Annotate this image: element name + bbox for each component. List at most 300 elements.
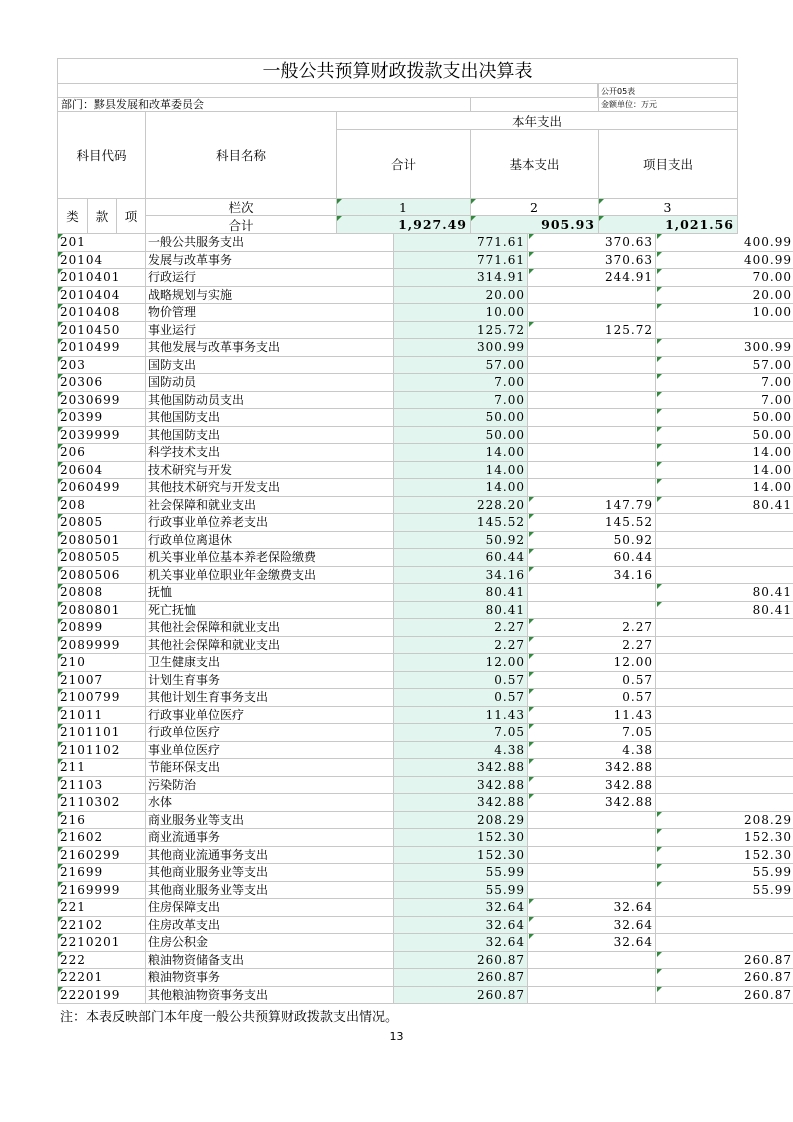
- table-row: [57, 882, 792, 900]
- row-total: 11.43: [394, 707, 528, 725]
- row-project: [656, 532, 793, 550]
- row-basic: [528, 864, 656, 882]
- class-header: 类: [57, 198, 88, 234]
- row-total: 7.05: [394, 724, 528, 742]
- row-name: 物价管理: [146, 304, 394, 322]
- row-code: 2220199: [57, 987, 146, 1005]
- row-total: 12.00: [394, 654, 528, 672]
- row-name: 其他国防动员支出: [146, 392, 394, 410]
- table-row: [57, 637, 737, 655]
- row-project: 20.00: [656, 287, 793, 305]
- row-total: 7.00: [394, 392, 528, 410]
- row-code: 2039999: [57, 427, 146, 445]
- row-basic: 4.38: [528, 742, 656, 760]
- row-basic: [528, 882, 656, 900]
- row-project: [656, 689, 793, 707]
- table-row: [57, 339, 792, 357]
- row-project: 10.00: [656, 304, 793, 322]
- row-name: 技术研究与开发: [146, 462, 394, 480]
- table-row: [57, 794, 737, 812]
- row-basic: [528, 444, 656, 462]
- table-row: [57, 707, 737, 725]
- blank-meta-cell-3: [470, 97, 599, 112]
- row-code: 210: [57, 654, 146, 672]
- row-basic: [528, 829, 656, 847]
- row-basic: [528, 812, 656, 830]
- row-basic: 60.44: [528, 549, 656, 567]
- row-project: [656, 322, 793, 340]
- total-row-project-value: 1,021.56: [665, 217, 734, 232]
- row-basic: 11.43: [528, 707, 656, 725]
- column-no-label: 栏次: [145, 198, 337, 216]
- row-basic: [528, 409, 656, 427]
- table-row: [57, 532, 737, 550]
- row-total: 260.87: [394, 987, 528, 1005]
- row-code: 21699: [57, 864, 146, 882]
- expenditure-table: [57, 234, 792, 1004]
- row-name: 节能环保支出: [146, 759, 394, 777]
- row-total: 14.00: [394, 444, 528, 462]
- row-basic: [528, 339, 656, 357]
- row-total: 260.87: [394, 952, 528, 970]
- row-code: 2080501: [57, 532, 146, 550]
- table-row: [57, 829, 792, 847]
- row-total: 60.44: [394, 549, 528, 567]
- row-total: 228.20: [394, 497, 528, 515]
- row-project: 7.00: [656, 392, 793, 410]
- row-code: 22102: [57, 917, 146, 935]
- row-basic: [528, 287, 656, 305]
- row-basic: 7.05: [528, 724, 656, 742]
- row-basic: 145.52: [528, 514, 656, 532]
- row-basic: [528, 462, 656, 480]
- table-row: [57, 759, 737, 777]
- row-total: 14.00: [394, 462, 528, 480]
- total-row-total: [336, 215, 471, 234]
- row-project: 260.87: [656, 952, 793, 970]
- total-header: 合计: [336, 129, 471, 199]
- row-code: 2010404: [57, 287, 146, 305]
- table-row: [57, 444, 792, 462]
- row-project: [656, 742, 793, 760]
- table-row: [57, 864, 792, 882]
- row-total: 152.30: [394, 847, 528, 865]
- row-name: 行政事业单位医疗: [146, 707, 394, 725]
- row-project: 50.00: [656, 427, 793, 445]
- row-basic: [528, 479, 656, 497]
- row-name: 机关事业单位基本养老保险缴费: [146, 549, 394, 567]
- table-row: [57, 514, 737, 532]
- row-total: 7.00: [394, 374, 528, 392]
- table-number: 公开05表: [601, 87, 636, 96]
- row-name: 住房保障支出: [146, 899, 394, 917]
- row-basic: [528, 392, 656, 410]
- row-code: 21602: [57, 829, 146, 847]
- row-name: 抚恤: [146, 584, 394, 602]
- row-code: 2210201: [57, 934, 146, 952]
- row-project: 55.99: [656, 864, 793, 882]
- row-code: 20306: [57, 374, 146, 392]
- row-name: 国防动员: [146, 374, 394, 392]
- row-code: 201: [57, 234, 146, 252]
- row-basic: [528, 374, 656, 392]
- row-basic: 342.88: [528, 759, 656, 777]
- table-row: [57, 899, 737, 917]
- row-project: 14.00: [656, 462, 793, 480]
- row-code: 20805: [57, 514, 146, 532]
- row-project: 80.41: [656, 584, 793, 602]
- row-basic: 125.72: [528, 322, 656, 340]
- row-name: 事业运行: [146, 322, 394, 340]
- row-project: [656, 777, 793, 795]
- row-total: 55.99: [394, 882, 528, 900]
- table-row: [57, 672, 737, 690]
- row-project: [656, 619, 793, 637]
- row-name: 其他商业服务业等支出: [146, 882, 394, 900]
- row-name: 战略规划与实施: [146, 287, 394, 305]
- row-basic: 34.16: [528, 567, 656, 585]
- row-total: 80.41: [394, 584, 528, 602]
- row-code: 2010401: [57, 269, 146, 287]
- row-name: 卫生健康支出: [146, 654, 394, 672]
- row-name: 住房公积金: [146, 934, 394, 952]
- row-basic: [528, 969, 656, 987]
- row-name: 行政运行: [146, 269, 394, 287]
- row-name: 事业单位医疗: [146, 742, 394, 760]
- row-total: 152.30: [394, 829, 528, 847]
- row-total: 2.27: [394, 637, 528, 655]
- row-name: 其他社会保障和就业支出: [146, 619, 394, 637]
- department-cell: [57, 97, 471, 112]
- row-name: 其他发展与改革事务支出: [146, 339, 394, 357]
- total-row-label: 合计: [145, 215, 337, 234]
- row-total: 14.00: [394, 479, 528, 497]
- row-project: 80.41: [656, 497, 793, 515]
- row-code: 2100799: [57, 689, 146, 707]
- row-basic: 2.27: [528, 619, 656, 637]
- cell-flag: [471, 216, 476, 221]
- row-name: 其他技术研究与开发支出: [146, 479, 394, 497]
- row-basic: [528, 304, 656, 322]
- row-basic: [528, 952, 656, 970]
- table-row: [57, 304, 792, 322]
- row-code: 20899: [57, 619, 146, 637]
- row-code: 2169999: [57, 882, 146, 900]
- row-name: 其他商业服务业等支出: [146, 864, 394, 882]
- row-code: 2080506: [57, 567, 146, 585]
- row-basic: 32.64: [528, 899, 656, 917]
- total-row-basic: [470, 215, 599, 234]
- row-total: 4.38: [394, 742, 528, 760]
- table-row: [57, 497, 792, 515]
- row-name: 一般公共服务支出: [146, 234, 394, 252]
- row-total: 342.88: [394, 759, 528, 777]
- row-project: 55.99: [656, 882, 793, 900]
- row-project: 57.00: [656, 357, 793, 375]
- row-name: 其他商业流通事务支出: [146, 847, 394, 865]
- row-project: 400.99: [656, 252, 793, 270]
- row-basic: 32.64: [528, 934, 656, 952]
- row-total: 771.61: [394, 252, 528, 270]
- row-name: 机关事业单位职业年金缴费支出: [146, 567, 394, 585]
- row-basic: [528, 987, 656, 1005]
- row-name: 计划生育事务: [146, 672, 394, 690]
- row-code: 208: [57, 497, 146, 515]
- table-row: [57, 479, 792, 497]
- row-code: 216: [57, 812, 146, 830]
- row-total: 50.00: [394, 409, 528, 427]
- table-row: [57, 969, 792, 987]
- row-project: 80.41: [656, 602, 793, 620]
- row-project: 152.30: [656, 829, 793, 847]
- cell-flag: [599, 199, 604, 204]
- table-row: [57, 567, 737, 585]
- row-project: 7.00: [656, 374, 793, 392]
- row-total: 260.87: [394, 969, 528, 987]
- row-name: 发展与改革事务: [146, 252, 394, 270]
- project-header: 项目支出: [598, 129, 738, 199]
- row-code: 2110302: [57, 794, 146, 812]
- table-row: [57, 654, 737, 672]
- department-label: 部门：黟县发展和改革委员会: [61, 98, 204, 111]
- row-basic: [528, 584, 656, 602]
- row-name: 住房改革支出: [146, 917, 394, 935]
- item-header: 项: [116, 198, 146, 234]
- row-code: 2030699: [57, 392, 146, 410]
- row-name: 商业流通事务: [146, 829, 394, 847]
- row-code: 20399: [57, 409, 146, 427]
- row-name: 行政事业单位养老支出: [146, 514, 394, 532]
- row-name: 其他粮油物资事务支出: [146, 987, 394, 1005]
- row-project: [656, 759, 793, 777]
- row-total: 10.00: [394, 304, 528, 322]
- row-total: 32.64: [394, 899, 528, 917]
- row-project: 300.99: [656, 339, 793, 357]
- row-basic: 147.79: [528, 497, 656, 515]
- row-name: 科学技术支出: [146, 444, 394, 462]
- row-code: 2010450: [57, 322, 146, 340]
- row-project: 260.87: [656, 987, 793, 1005]
- row-basic: 342.88: [528, 777, 656, 795]
- row-code: 21103: [57, 777, 146, 795]
- basic-header: 基本支出: [470, 129, 599, 199]
- row-code: 2010408: [57, 304, 146, 322]
- row-total: 125.72: [394, 322, 528, 340]
- row-code: 22201: [57, 969, 146, 987]
- row-project: [656, 917, 793, 935]
- row-project: [656, 794, 793, 812]
- unit-cell: [598, 97, 738, 112]
- cell-flag: [471, 199, 476, 204]
- row-basic: 244.91: [528, 269, 656, 287]
- row-total: 0.57: [394, 672, 528, 690]
- row-total: 55.99: [394, 864, 528, 882]
- total-row-project: [598, 215, 738, 234]
- row-total: 34.16: [394, 567, 528, 585]
- row-project: 400.99: [656, 234, 793, 252]
- row-project: [656, 549, 793, 567]
- row-project: 260.87: [656, 969, 793, 987]
- row-basic: 2.27: [528, 637, 656, 655]
- row-code: 2080505: [57, 549, 146, 567]
- row-basic: [528, 427, 656, 445]
- row-basic: 0.57: [528, 689, 656, 707]
- row-project: [656, 672, 793, 690]
- section-header: 款: [87, 198, 117, 234]
- row-name: 污染防治: [146, 777, 394, 795]
- table-row: [57, 374, 792, 392]
- row-project: [656, 934, 793, 952]
- column-no-3: 3: [598, 198, 738, 216]
- row-code: 21011: [57, 707, 146, 725]
- table-row: [57, 987, 792, 1005]
- row-total: 20.00: [394, 287, 528, 305]
- table-row: [57, 812, 792, 830]
- row-project: 208.29: [656, 812, 793, 830]
- table-row: [57, 934, 737, 952]
- row-total: 57.00: [394, 357, 528, 375]
- row-name: 商业服务业等支出: [146, 812, 394, 830]
- table-row: [57, 269, 792, 287]
- row-name: 国防支出: [146, 357, 394, 375]
- row-code: 2160299: [57, 847, 146, 865]
- table-row: [57, 917, 737, 935]
- row-basic: 50.92: [528, 532, 656, 550]
- row-total: 314.91: [394, 269, 528, 287]
- row-name: 行政单位离退休: [146, 532, 394, 550]
- row-total: 300.99: [394, 339, 528, 357]
- table-row: [57, 252, 792, 270]
- page-number: 13: [389, 1030, 404, 1043]
- row-project: 50.00: [656, 409, 793, 427]
- row-name: 死亡抚恤: [146, 602, 394, 620]
- row-total: 208.29: [394, 812, 528, 830]
- row-code: 2101101: [57, 724, 146, 742]
- row-project: 14.00: [656, 444, 793, 462]
- row-code: 2080801: [57, 602, 146, 620]
- row-project: [656, 707, 793, 725]
- row-code: 2010499: [57, 339, 146, 357]
- row-total: 50.00: [394, 427, 528, 445]
- table-row: [57, 322, 737, 340]
- total-row-basic-value: 905.93: [541, 217, 595, 232]
- row-code: 2101102: [57, 742, 146, 760]
- table-row: [57, 952, 792, 970]
- table-row: [57, 409, 792, 427]
- table-row: [57, 724, 737, 742]
- table-row: [57, 847, 792, 865]
- row-code: 206: [57, 444, 146, 462]
- row-project: 70.00: [656, 269, 793, 287]
- this-year-header: 本年支出: [336, 111, 738, 130]
- row-basic: [528, 847, 656, 865]
- row-name: 其他国防支出: [146, 427, 394, 445]
- table-row: [57, 549, 737, 567]
- row-code: 21007: [57, 672, 146, 690]
- row-total: 145.52: [394, 514, 528, 532]
- row-basic: 0.57: [528, 672, 656, 690]
- table-row: [57, 427, 792, 445]
- row-total: 342.88: [394, 777, 528, 795]
- cell-flag: [337, 216, 342, 221]
- subject-name-header: 科目名称: [145, 111, 337, 199]
- row-basic: 32.64: [528, 917, 656, 935]
- table-row: [57, 357, 792, 375]
- row-total: 771.61: [394, 234, 528, 252]
- row-project: [656, 899, 793, 917]
- row-code: 203: [57, 357, 146, 375]
- row-code: 20104: [57, 252, 146, 270]
- row-name: 社会保障和就业支出: [146, 497, 394, 515]
- table-row: [57, 584, 792, 602]
- row-name: 行政单位医疗: [146, 724, 394, 742]
- row-project: 14.00: [656, 479, 793, 497]
- cell-flag: [337, 199, 342, 204]
- row-code: 20808: [57, 584, 146, 602]
- table-row: [57, 689, 737, 707]
- row-basic: 370.63: [528, 234, 656, 252]
- row-code: 20604: [57, 462, 146, 480]
- row-total: 2.27: [394, 619, 528, 637]
- row-code: 222: [57, 952, 146, 970]
- row-code: 2089999: [57, 637, 146, 655]
- row-name: 粮油物资储备支出: [146, 952, 394, 970]
- cell-flag: [599, 216, 604, 221]
- row-code: 2060499: [57, 479, 146, 497]
- row-basic: [528, 357, 656, 375]
- row-project: [656, 724, 793, 742]
- row-name: 其他计划生育事务支出: [146, 689, 394, 707]
- row-total: 32.64: [394, 934, 528, 952]
- row-code: 211: [57, 759, 146, 777]
- row-project: [656, 637, 793, 655]
- table-row: [57, 287, 792, 305]
- row-code: 221: [57, 899, 146, 917]
- row-project: 152.30: [656, 847, 793, 865]
- row-name: 粮油物资事务: [146, 969, 394, 987]
- table-row: [57, 392, 792, 410]
- table-row: [57, 742, 737, 760]
- row-total: 80.41: [394, 602, 528, 620]
- total-row-total-value: 1,927.49: [398, 217, 467, 232]
- row-basic: 12.00: [528, 654, 656, 672]
- column-no-1: 1: [336, 198, 471, 216]
- row-project: [656, 654, 793, 672]
- column-no-2: 2: [470, 198, 599, 216]
- row-total: 50.92: [394, 532, 528, 550]
- row-name: 其他国防支出: [146, 409, 394, 427]
- row-name: 其他社会保障和就业支出: [146, 637, 394, 655]
- row-project: [656, 567, 793, 585]
- row-project: [656, 514, 793, 532]
- table-row: [57, 462, 792, 480]
- row-total: 342.88: [394, 794, 528, 812]
- row-basic: 342.88: [528, 794, 656, 812]
- unit-label: 金额单位：万元: [601, 99, 657, 109]
- row-name: 水体: [146, 794, 394, 812]
- footnote: 注：本表反映部门本年度一般公共预算财政拨款支出情况。: [60, 1010, 399, 1025]
- row-basic: 370.63: [528, 252, 656, 270]
- table-row: [57, 234, 792, 252]
- table-row: [57, 602, 792, 620]
- report-title: 一般公共预算财政拨款支出决算表: [57, 58, 738, 84]
- table-row: [57, 777, 737, 795]
- row-total: 32.64: [394, 917, 528, 935]
- row-total: 0.57: [394, 689, 528, 707]
- row-basic: [528, 602, 656, 620]
- table-row: [57, 619, 737, 637]
- subject-code-header: 科目代码: [57, 111, 146, 199]
